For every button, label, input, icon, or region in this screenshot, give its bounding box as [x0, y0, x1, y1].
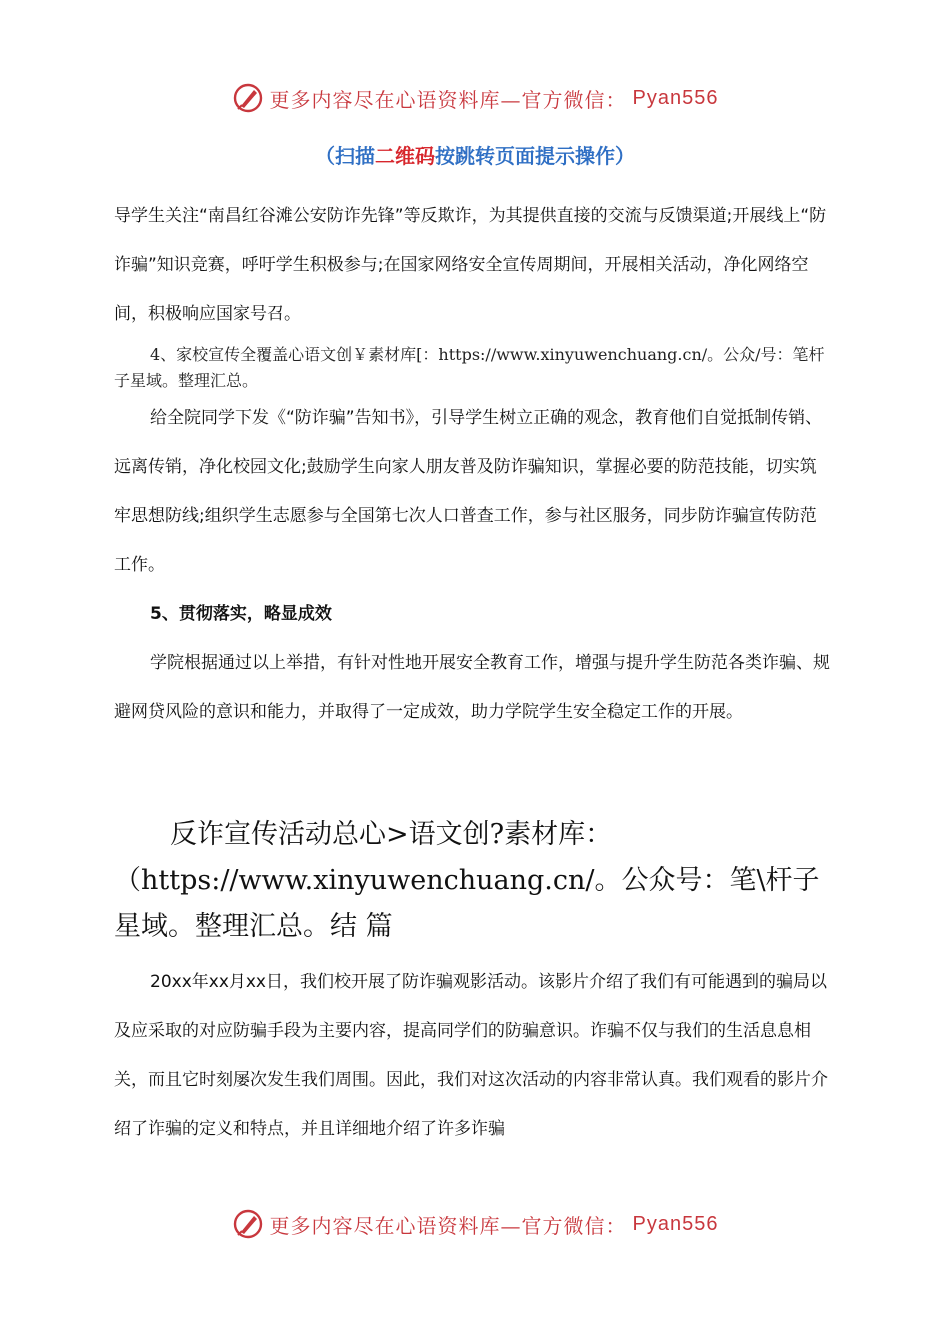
note-block: [114, 342, 832, 394]
big-title-block: [114, 812, 854, 950]
section-heading-5: 5、贯彻落实，略显成效: [150, 604, 332, 624]
big-line-1: 反诈宣传活动总心>语文创?素材库：: [170, 819, 613, 850]
big-line-2: （https://www.xinyuwenchuang.cn/。公众号：笔\杆子: [114, 865, 820, 896]
scan-hint-rest: 按跳转页面提示操作）: [435, 144, 635, 168]
source-note: 4、家校宣传全覆盖心语文创￥素材库[：https://www.xinyuwenchuang.cn/。公众/号：笔杆子星域。整理汇总。: [114, 345, 825, 390]
paragraph-4: 20xx年xx月xx日，我们校开展了防诈骗观影活动。该影片介绍了我们有可能遇到的骗局以及应采取的对应防骗手段为主要内容，提高同学们的防骗意识。诈骗不仅与我们的生活息息相关，而且它时刻屡次发生我们周围。因此，我们对这次活动的内容非常认真。我们观看的影片介绍了诈骗的定义和特点，并且详细地介绍了许多诈骗: [114, 972, 828, 1139]
paragraph-2: 给全院同学下发《“防诈骗”告知书》，引导学生树立正确的观念，教育他们自觉抵制传销、远离传销，净化校园文化;鼓励学生向家人朋友普及防诈骗知识，掌握必要的防范技能，切实筑牢思想防线;组织学生志愿参与全国第七次人口普查工作，参与社区服务，同步防诈骗宣传防范工作。: [114, 408, 823, 575]
body-block-2: [114, 394, 832, 737]
footer-watermark: [0, 1208, 950, 1244]
big-line-3: 星域。整理汇总。结 篇: [114, 911, 393, 942]
paragraph-1: 导学生关注“南昌红谷滩公安防诈先锋”等反欺诈，为其提供直接的交流与反馈渠道;开展线上“防诈骗”知识竞赛，呼吁学生积极参与;在国家网络安全宣传周期间，开展相关活动，净化网络空间，积极响应国家号召。: [114, 206, 827, 324]
watermark-text: 更多内容尽在心语资料库—官方微信：: [269, 1213, 627, 1238]
scan-hint-highlight: 二维码: [375, 144, 435, 168]
watermark-id: Pyan556: [632, 1212, 719, 1235]
watermark-id: Pyan556: [632, 86, 719, 109]
watermark-text: 更多内容尽在心语资料库—官方微信：: [269, 87, 627, 112]
header-watermark: [0, 82, 950, 118]
scan-hint: [0, 140, 950, 169]
body-block-1: [114, 192, 832, 339]
body-block-3: [114, 958, 832, 1154]
pen-logo-icon: [232, 82, 264, 114]
paragraph-3: 学院根据通过以上举措，有针对性地开展安全教育工作，增强与提升学生防范各类诈骗、规避网贷风险的意识和能力，并取得了一定成效，助力学院学生安全稳定工作的开展。: [114, 653, 830, 722]
pen-logo-icon: [232, 1208, 264, 1240]
scan-hint-open: （扫描: [315, 144, 375, 168]
